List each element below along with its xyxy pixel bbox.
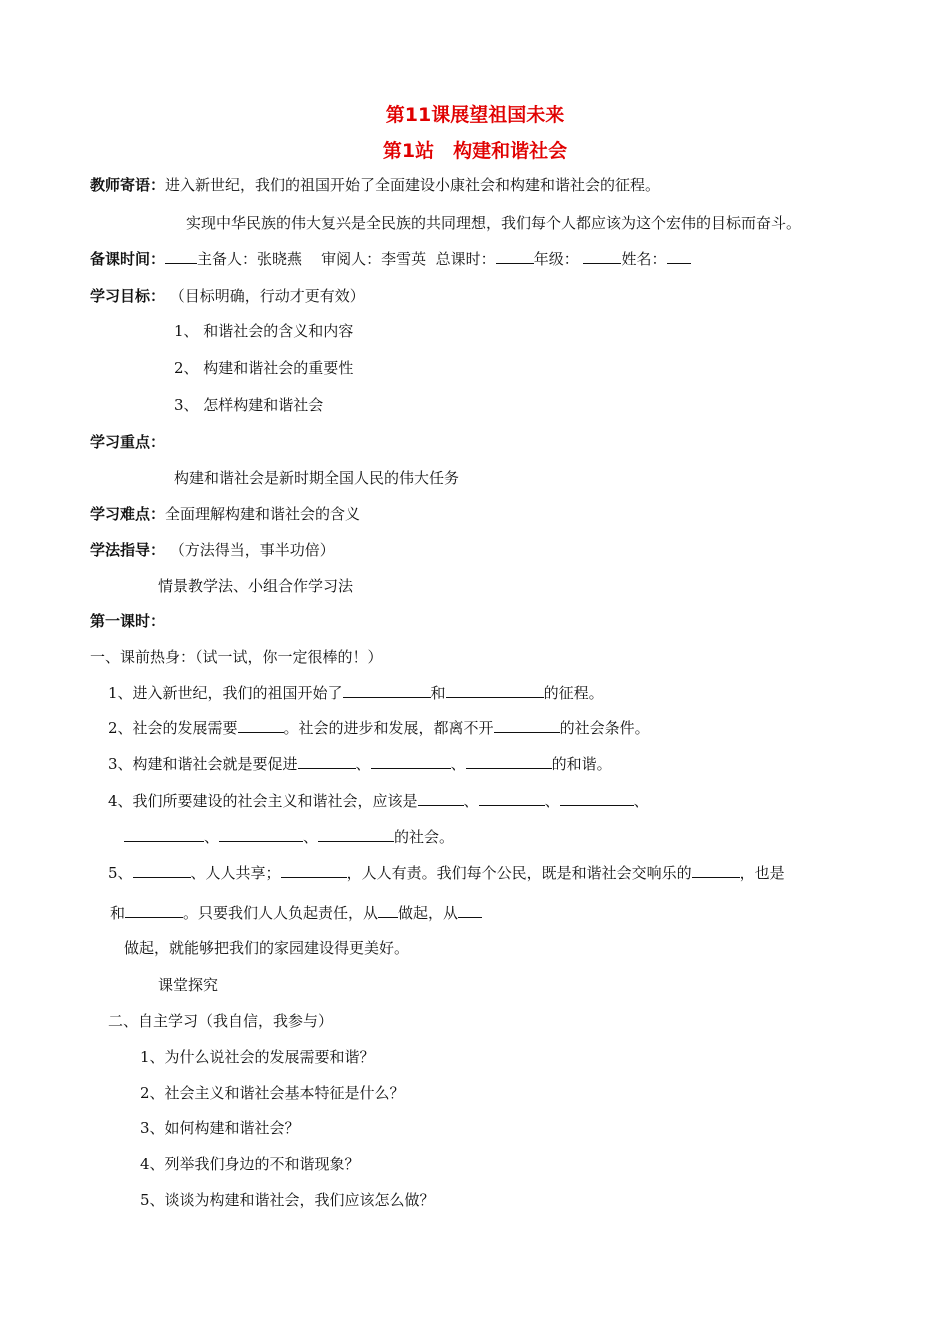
warmup-heading: 一、课前热身：（试一试，你一定很棒的！） (90, 648, 383, 666)
fill-blank (318, 827, 394, 842)
method-note: （方法得当，事半功倍） (169, 541, 335, 559)
fill-blank (281, 863, 347, 878)
difficulty-line (90, 504, 360, 524)
fill-blank (560, 791, 634, 806)
study-question: 5、谈谈为构建和谐社会，我们应该怎么做？ (140, 1191, 435, 1209)
name-label: 姓名： (621, 250, 667, 268)
method-text: 情景教学法、小组合作学习法 (158, 577, 354, 595)
question-2: 2、社会的发展需要 。社会的进步和发展，都离不开 的社会条件。 (108, 719, 650, 737)
fill-blank (124, 827, 204, 842)
preparer: 主备人：张晓燕 (197, 250, 303, 268)
grade-label: 年级： (533, 250, 579, 268)
page-title: 第11课展望祖国未来 (385, 104, 565, 126)
total-hours-label: 总课时： (435, 250, 496, 268)
goals-line (90, 286, 365, 306)
fill-blank (125, 903, 183, 918)
method-label: 学法指导： (90, 541, 166, 559)
study-question: 2、社会主义和谐社会基本特征是什么？ (140, 1084, 405, 1102)
teacher-note-text-1: 进入新世纪，我们的祖国开始了全面建设小康社会和构建和谐社会的征程。 (165, 176, 661, 194)
prep-time-label: 备课时间： (90, 250, 166, 268)
fill-blank (446, 683, 544, 698)
fill-blank (466, 754, 552, 769)
self-study-heading: 二、自主学习（我自信，我参与） (108, 1012, 334, 1030)
teacher-note-label: 教师寄语： (90, 176, 166, 194)
teacher-note-text-2: 实现中华民族的伟大复兴是全民族的共同理想，我们每个人都应该为这个宏伟的目标而奋斗。 (186, 214, 802, 232)
fill-blank (343, 683, 431, 698)
fill-blank (494, 718, 560, 733)
goal-item: 2、 构建和谐社会的重要性 (174, 359, 354, 377)
study-question: 3、如何构建和谐社会？ (140, 1119, 300, 1137)
fill-blank (371, 754, 451, 769)
fill-blank (418, 791, 464, 806)
difficulty-text: 全面理解构建和谐社会的含义 (165, 505, 361, 523)
question-5-end: 做起，就能够把我们的家园建设得更美好。 (124, 939, 410, 957)
teacher-note-line (90, 175, 660, 195)
fill-blank (238, 718, 284, 733)
goal-item: 3、 怎样构建和谐社会 (174, 396, 324, 414)
key-point-text: 构建和谐社会是新时期全国人民的伟大任务 (174, 469, 460, 487)
question-3: 3、构建和谐社会就是要促进 、 、 的和谐。 (108, 755, 612, 773)
question-1: 1、进入新世纪，我们的祖国开始了 和 的征程。 (108, 684, 604, 702)
lesson1-label: 第一课时： (90, 612, 166, 630)
study-question: 4、列举我们身边的不和谐现象？ (140, 1155, 360, 1173)
question-5-cont: 和 。只要我们人人负起责任，从 做起，从 (110, 903, 482, 923)
name-blank (667, 249, 691, 264)
prep-info-line (90, 249, 691, 269)
fill-blank (479, 791, 545, 806)
explore-heading: 课堂探究 (158, 976, 219, 994)
fill-blank (378, 903, 398, 918)
fill-blank (692, 863, 740, 878)
question-4-cont: 、 、 的社会。 (124, 827, 454, 847)
page-subtitle: 第1站 构建和谐社会 (382, 140, 568, 162)
goal-item: 1、 和谐社会的含义和内容 (174, 322, 354, 340)
grade-blank (583, 249, 621, 264)
prep-time-blank (165, 249, 197, 264)
fill-blank (133, 863, 191, 878)
total-hours-blank (496, 249, 534, 264)
goals-note: （目标明确，行动才更有效） (169, 287, 365, 305)
question-5: 5、 、人人共享； ，人人有责。我们每个公民，既是和谐社会交响乐的 ，也是 (108, 864, 785, 882)
fill-blank (219, 827, 303, 842)
key-point-label: 学习重点： (90, 433, 166, 451)
study-question: 1、为什么说社会的发展需要和谐？ (140, 1048, 375, 1066)
question-4: 4、我们所要建设的社会主义和谐社会，应该是 、 、 、 (108, 792, 649, 810)
fill-blank (298, 754, 356, 769)
goals-label: 学习目标： (90, 287, 166, 305)
method-line (90, 540, 335, 560)
reviewer: 审阅人：李雪英 (321, 250, 427, 268)
fill-blank (458, 903, 482, 918)
difficulty-label: 学习难点： (90, 505, 166, 523)
